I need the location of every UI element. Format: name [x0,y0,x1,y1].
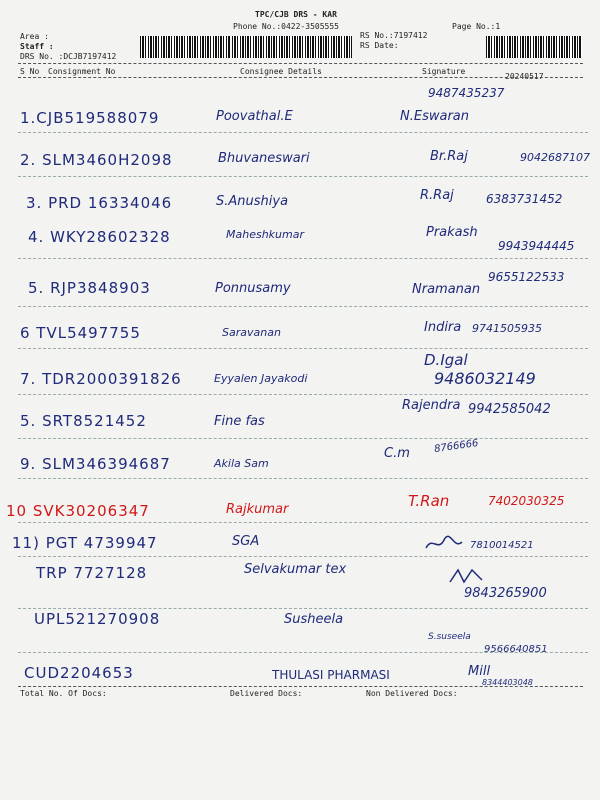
row-divider [18,258,588,259]
row-divider [18,652,588,653]
phone-number: 9486032149 [434,369,536,388]
consignee-name: Saravanan [222,326,281,339]
consignee-name: Maheshkumar [226,228,304,241]
signature: S.suseela [428,632,471,642]
area-label: Area : [20,32,49,41]
phone-number: 8766666 [433,437,480,456]
consignment-number: TRP 7727128 [36,564,148,582]
row-divider [18,522,588,523]
consignment-number: 5. RJP3848903 [28,279,151,297]
consignment-number: 9. SLM346394687 [20,455,171,473]
consignment-number: 2. SLM3460H2098 [20,151,173,169]
drs-number: DRS No. :DCJB7197412 [20,52,117,61]
row-divider [18,306,588,307]
consignee-name: Susheela [284,612,344,627]
header-divider-bottom [18,77,583,78]
signature: Mill [468,664,491,679]
consignment-number: 4. WKY28602328 [28,228,171,246]
row-divider [18,556,588,557]
barcode-left [140,36,230,58]
barcode-right [486,36,582,58]
phone-number: 6383731452 [486,192,563,206]
signature: N.Eswaran [400,109,469,124]
row-divider [18,176,588,177]
consignee-name: Eyyalen Jayakodi [214,372,308,385]
consignee-name: THULASI PHARMASI [272,668,390,682]
phone-number: 7402030325 [488,494,565,508]
non-delivered-docs: Non Delivered Docs: [366,689,458,698]
consignee-name: Poovathal.E [216,109,293,124]
sheet-title: TPC/CJB DRS - KAR [255,10,337,19]
consignment-number: 5. SRT8521452 [20,412,147,430]
col-sno: S No [20,67,40,76]
col-consignee: Consignee Details [240,67,322,76]
row-divider [18,132,588,133]
row-divider [18,394,588,395]
signature: R.Raj [420,188,454,203]
col-signature: Signature [422,67,466,76]
consignee-name: Fine fas [214,414,265,429]
rs-number: RS No.:7197412 [360,31,428,40]
phone-number: 9655122533 [488,270,565,284]
consignment-number: 6 TVL5497755 [20,324,141,342]
row-divider [18,438,588,439]
consignment-number: 3. PRD 16334046 [26,194,173,212]
signature: Indira [424,320,462,335]
signature-scribble [448,566,488,586]
signature: Nramanan [412,282,481,297]
row-divider [18,348,588,349]
staff-label: Staff : [20,42,54,51]
signature: D.Igal [424,351,468,369]
row-divider [18,608,588,609]
consignee-name: S.Anushiya [216,194,289,209]
barcode-center [232,36,352,58]
consignment-number: 1.CJB519588079 [20,109,160,127]
delivered-docs: Delivered Docs: [230,689,303,698]
phone-number: 9566640851 [484,644,548,655]
signature: C.m [384,446,410,461]
phone-number: 9943944445 [498,239,575,253]
consignee-name: Bhuvaneswari [218,151,310,166]
phone-number: 8344403048 [482,678,533,687]
phone-number: 9042687107 [520,151,590,164]
footer-divider [18,686,583,687]
phone-number: 9741505935 [472,322,542,335]
consignee-name: SGA [232,534,260,549]
date-stamp: 20240517 [505,72,544,81]
signature: Br.Raj [430,149,468,164]
phone-number: 9942585042 [468,402,551,417]
phone-number: 9487435237 [428,86,505,100]
signature: Prakash [426,225,478,240]
phone-number: 9843265900 [464,586,547,601]
phone-number: Phone No.:0422-3505555 [233,22,339,31]
consignee-name: Ponnusamy [215,281,291,296]
total-docs: Total No. Of Docs: [20,689,107,698]
rs-date: RS Date: [360,41,399,50]
consignment-number: 11) PGT 4739947 [12,534,158,552]
signature: Rajendra [402,398,461,413]
row-divider [18,478,588,479]
consignment-number: 7. TDR2000391826 [20,370,182,388]
consignment-number: UPL521270908 [34,610,161,628]
phone-number: 7810014521 [470,540,534,551]
consignee-name: Akila Sam [214,457,269,470]
consignment-number: 10 SVK30206347 [6,502,150,520]
consignee-name: Rajkumar [226,502,289,517]
signature: T.Ran [408,492,450,510]
page-number: Page No.:1 [452,22,501,31]
header-divider-top [18,63,583,64]
col-consignment: Consignment No [48,67,116,76]
signature-scribble [424,534,464,554]
consignment-number: CUD2204653 [24,664,134,682]
consignee-name: Selvakumar tex [244,562,347,577]
